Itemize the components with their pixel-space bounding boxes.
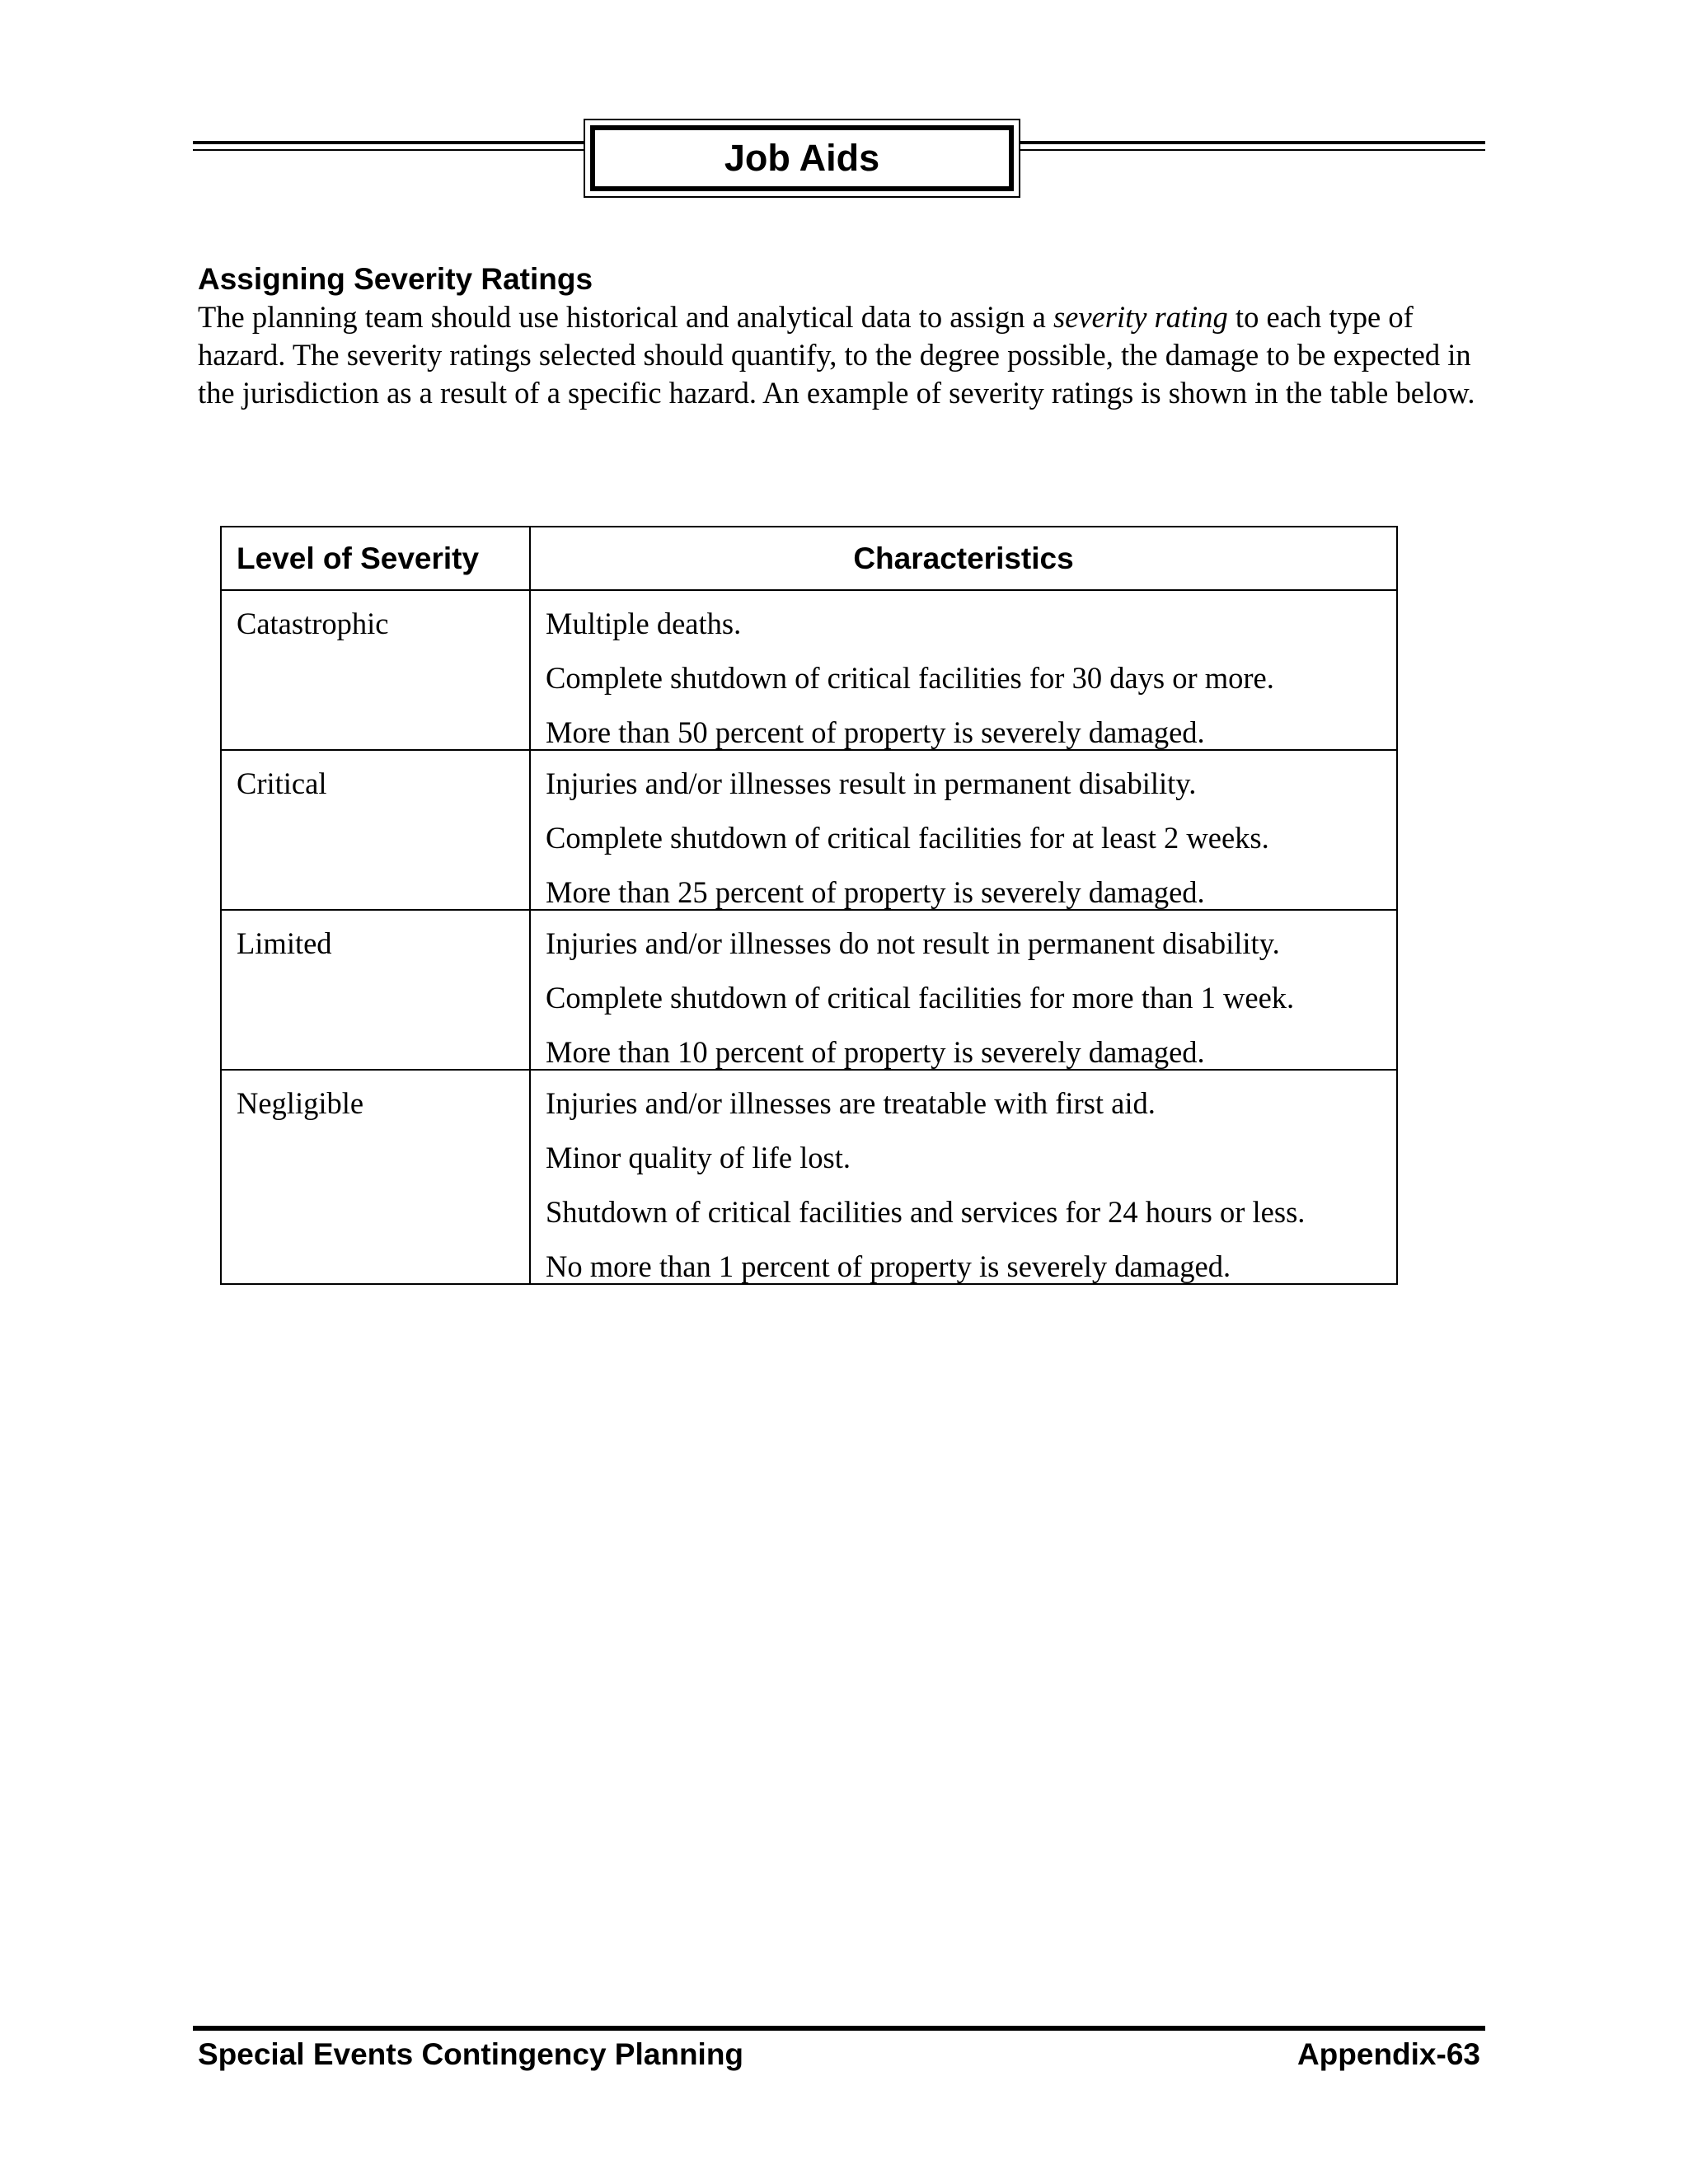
intro-paragraph [198, 298, 1484, 412]
characteristic-item: Injuries and/or illnesses do not result in permanent disability. [546, 926, 1280, 960]
table-row-critical [221, 750, 1397, 910]
characteristics-cell [530, 590, 1397, 750]
table-row-catastrophic [221, 590, 1397, 750]
severity-level-cell: Critical [221, 750, 530, 910]
header-rule-right [1015, 141, 1485, 151]
characteristic-item: Minor quality of life lost. [546, 1141, 851, 1174]
characteristic-item: No more than 1 percent of property is severely damaged. [546, 1249, 1231, 1283]
characteristic-item: Complete shutdown of critical facilities for 30 days or more. [546, 661, 1274, 695]
characteristic-item: Complete shutdown of critical facilities for more than 1 week. [546, 981, 1295, 1015]
severity-table [220, 526, 1398, 1285]
characteristic-item: Injuries and/or illnesses result in permanent disability. [546, 766, 1197, 800]
header-box [584, 119, 1020, 198]
characteristic-item: Multiple deaths. [546, 607, 742, 640]
characteristics-cell [530, 750, 1397, 910]
characteristic-item: More than 10 percent of property is severely damaged. [546, 1035, 1205, 1069]
footer-rule [193, 2026, 1485, 2031]
footer-page-number: Appendix-63 [1296, 2037, 1480, 2071]
section-title: Assigning Severity Ratings [198, 262, 593, 296]
characteristic-item: Injuries and/or illnesses are treatable with first aid. [546, 1086, 1156, 1120]
characteristics-cell [530, 1070, 1397, 1284]
column-header-level: Level of Severity [221, 527, 530, 590]
severity-level-cell: Negligible [221, 1070, 530, 1284]
severity-level-cell: Limited [221, 910, 530, 1070]
characteristics-cell [530, 910, 1397, 1070]
severity-level-cell: Catastrophic [221, 590, 530, 750]
table-row-limited [221, 910, 1397, 1070]
header-title: Job Aids [590, 125, 1014, 191]
footer-document-title: Special Events Contingency Planning [198, 2037, 744, 2071]
characteristic-item: Complete shutdown of critical facilities for at least 2 weeks. [546, 821, 1269, 855]
intro-text-end: to each type of hazard. The severity ratings selected should quantify, to the degree possible, the damage to be expected in the jurisdiction as a result of a specific hazard. An example of severity ratings is shown in the table below. [198, 300, 1475, 410]
characteristic-item: More than 50 percent of property is severely damaged. [546, 715, 1205, 749]
intro-text-start: The planning team should use historical and analytical data to assign a [198, 300, 1053, 334]
table-row-negligible [221, 1070, 1397, 1284]
characteristic-item: Shutdown of critical facilities and services for 24 hours or less. [546, 1195, 1306, 1229]
intro-emphasis: severity rating [1053, 300, 1228, 334]
header-rule-left [193, 141, 587, 151]
table-header-row [221, 527, 1397, 590]
column-header-characteristics: Characteristics [530, 527, 1397, 590]
characteristic-item: More than 25 percent of property is severely damaged. [546, 875, 1205, 909]
